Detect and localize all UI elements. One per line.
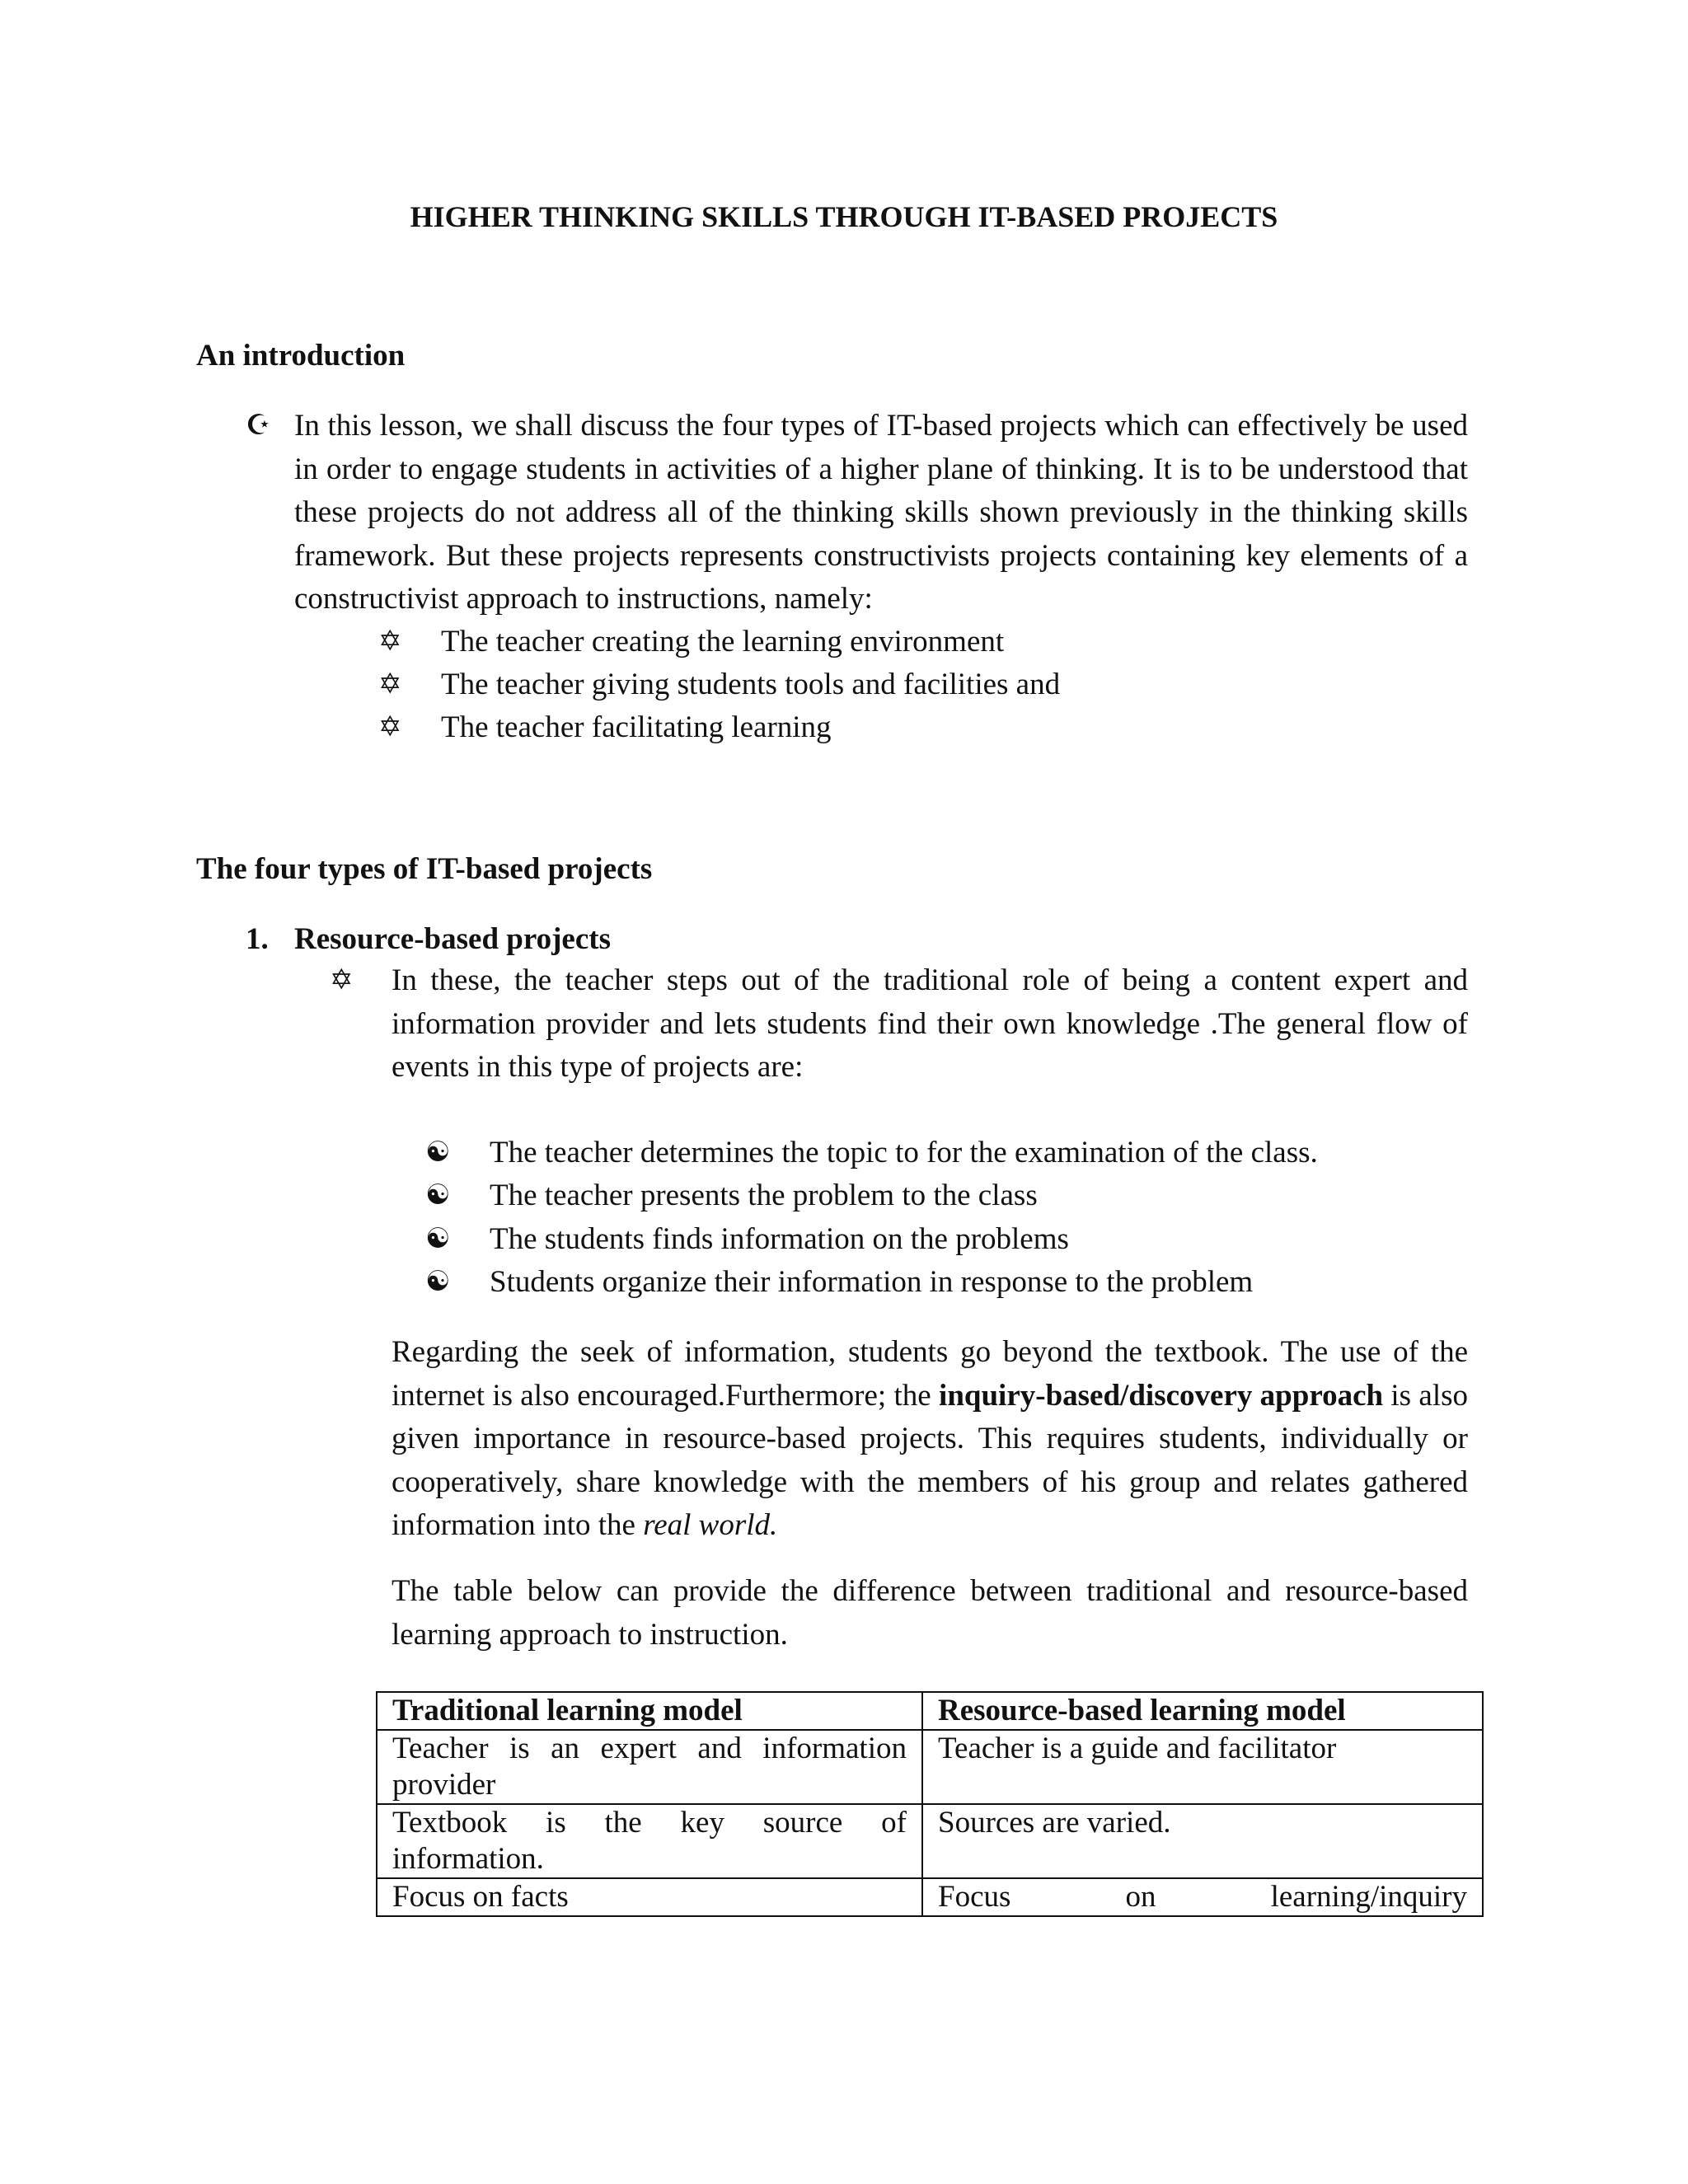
inquiry-text-cont: is also given importance in resource-based projects. This requires students, individually or cooperatively, share knowledge with the members of his group and relates gathered information into the [392, 1378, 1468, 1542]
inquiry-text: Regarding the seek of information, students go beyond the textbook. The use of the internet is also encouraged.Furthermore; the [392, 1335, 1468, 1413]
table-cell: Teacher is an expert and information provider [377, 1730, 922, 1804]
comparison-table [376, 1691, 1484, 1917]
yin-yang-bullet-icon: ☯ [425, 1180, 451, 1211]
table-intro-paragraph: The table below can provide the difference between traditional and resource-based learning approach to instruction. [392, 1574, 1468, 1652]
table-header-traditional: Traditional learning model [377, 1692, 922, 1730]
types-heading: The four types of IT-based projects [196, 852, 653, 886]
intro-item: The teacher giving students tools and facilities and [441, 668, 1061, 701]
table-header-row [377, 1692, 1483, 1730]
table-cell: Sources are varied. [922, 1804, 1483, 1878]
star-bullet-icon: ✡ [378, 712, 402, 743]
item-title: Resource-based projects [294, 922, 611, 956]
yin-yang-bullet-icon: ☯ [425, 1267, 451, 1297]
page-title: HIGHER THINKING SKILLS THROUGH IT-BASED PROJECTS [410, 200, 1278, 233]
table-header-resource: Resource-based learning model [922, 1692, 1483, 1730]
flow-item: The teacher presents the problem to the class [490, 1179, 1038, 1212]
star-bullet-icon: ✡ [378, 669, 402, 700]
table-row [377, 1878, 1483, 1916]
real-world-term: real world. [643, 1508, 778, 1542]
intro-heading: An introduction [196, 339, 406, 373]
flow-item: Students organize their information in response to the problem [490, 1265, 1254, 1299]
table-cell: Focus on learning/inquiry [922, 1878, 1483, 1916]
table-cell: Focus on facts [377, 1878, 922, 1916]
table-cell: Textbook is the key source of information. [377, 1804, 922, 1878]
table-row [377, 1730, 1483, 1804]
resource-paragraph: In these, the teacher steps out of the traditional role of being a content expert and information provider and lets students find their own knowledge .The general flow of events in this type of projects are: [392, 963, 1468, 1084]
moon-bullet-icon: ☪ [246, 410, 271, 441]
item-number: 1. [246, 922, 269, 956]
intro-paragraph: In this lesson, we shall discuss the four types of IT-based projects which can effectively be used in order to engage students in activities of a higher plane of thinking. It is to be understood that these projects do not address all of the thinking skills shown previously in the thinking skills framework. But these projects represents constructivists projects containing key elements of a constructivist approach to instructions, namely: [294, 409, 1468, 616]
star-bullet-icon: ✡ [378, 626, 402, 657]
yin-yang-bullet-icon: ☯ [425, 1224, 451, 1254]
inquiry-paragraph [392, 1331, 1468, 1548]
inquiry-approach-term: inquiry-based/discovery approach [939, 1378, 1384, 1413]
star-bullet-icon: ✡ [330, 965, 354, 996]
table-row [377, 1804, 1483, 1878]
flow-item: The teacher determines the topic to for the examination of the class. [490, 1136, 1318, 1169]
intro-item: The teacher creating the learning environment [441, 625, 1005, 658]
intro-item: The teacher facilitating learning [441, 710, 832, 744]
table-cell: Teacher is a guide and facilitator [922, 1730, 1483, 1804]
flow-item: The students finds information on the problems [490, 1222, 1069, 1256]
yin-yang-bullet-icon: ☯ [425, 1137, 451, 1168]
